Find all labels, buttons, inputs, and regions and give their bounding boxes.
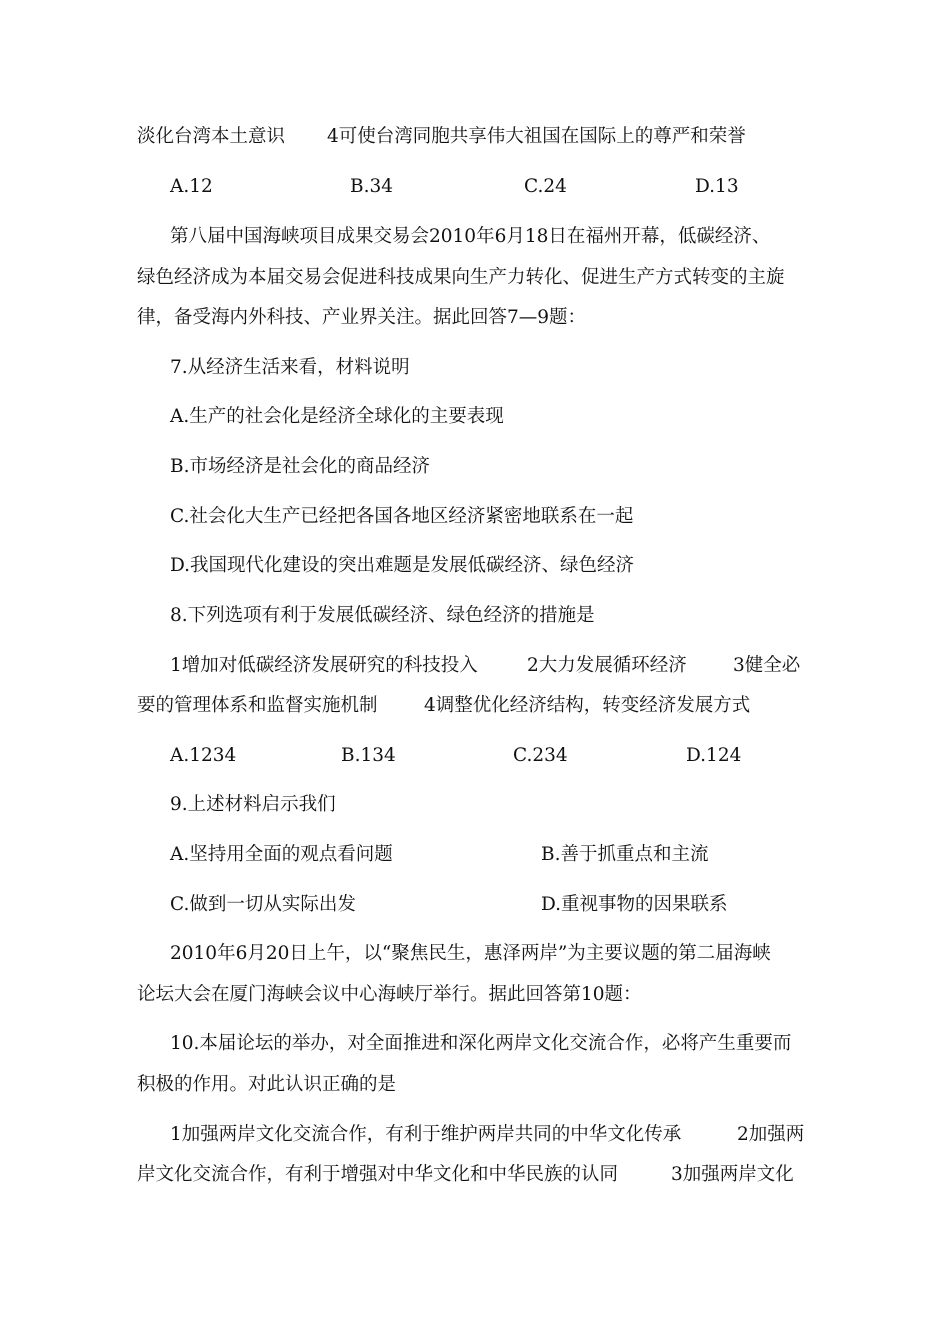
item-3-cont: 要的管理体系和监督实施机制	[137, 695, 378, 716]
item-1: 1加强两岸文化交流合作，有利于维护两岸共同的中华文化传承	[170, 1124, 682, 1145]
option-a: A.1234	[170, 745, 237, 766]
option-c: C.234	[513, 745, 568, 766]
paragraph-text: 律，备受海内外科技、产业界关注。据此回答7—9题：	[137, 307, 587, 328]
option-d: D.13	[695, 176, 739, 197]
paragraph-text: 第八届中国海峡项目成果交易会2010年6月18日在福州开幕，低碳经济、	[170, 226, 771, 247]
option-a: A.12	[170, 176, 213, 197]
item-4: 4调整优化经济结构，转变经济发展方式	[424, 695, 751, 716]
option-b: B.34	[350, 176, 394, 197]
text-segment: 淡化台湾本土意识	[137, 126, 286, 147]
paragraph-text: 积极的作用。对此认识正确的是	[137, 1074, 397, 1095]
option-d: D.重视事物的因果联系	[541, 894, 728, 915]
paragraph-text: 论坛大会在厦门海峡会议中心海峡厅举行。据此回答第10题：	[137, 984, 642, 1005]
option-a: A.坚持用全面的观点看问题	[170, 844, 393, 865]
item-3: 3加强两岸文化	[671, 1164, 794, 1185]
question-10: 10.本届论坛的举办，对全面推进和深化两岸文化交流合作，必将产生重要而	[170, 1033, 792, 1054]
text-segment: 4可使台湾同胞共享伟大祖国在国际上的尊严和荣誉	[327, 126, 746, 147]
option-b: B.134	[341, 745, 396, 766]
item-3: 3健全必	[733, 655, 801, 676]
item-1: 1增加对低碳经济发展研究的科技投入	[170, 655, 478, 676]
option-a: A.生产的社会化是经济全球化的主要表现	[170, 406, 504, 427]
option-c: C.社会化大生产已经把各国各地区经济紧密地联系在一起	[170, 506, 634, 527]
question-8: 8.下列选项有利于发展低碳经济、绿色经济的措施是	[170, 605, 595, 626]
paragraph-text: 2010年6月20日上午，以“聚焦民生，惠泽两岸”为主要议题的第二届海峡	[170, 943, 771, 964]
item-2-cont: 岸文化交流合作，有利于增强对中华文化和中华民族的认同	[137, 1164, 619, 1185]
option-c: C.做到一切从实际出发	[170, 894, 356, 915]
question-9: 9.上述材料启示我们	[170, 794, 336, 815]
item-2: 2加强两	[737, 1124, 805, 1145]
question-7: 7.从经济生活来看，材料说明	[170, 357, 410, 378]
option-c: C.24	[524, 176, 567, 197]
option-b: B.市场经济是社会化的商品经济	[170, 456, 430, 477]
option-d: D.124	[686, 745, 742, 766]
option-d: D.我国现代化建设的突出难题是发展低碳经济、绿色经济	[170, 555, 635, 576]
paragraph-text: 绿色经济成为本届交易会促进科技成果向生产力转化、促进生产方式转变的主旋	[137, 267, 785, 288]
option-b: B.善于抓重点和主流	[541, 844, 709, 865]
item-2: 2大力发展循环经济	[527, 655, 687, 676]
